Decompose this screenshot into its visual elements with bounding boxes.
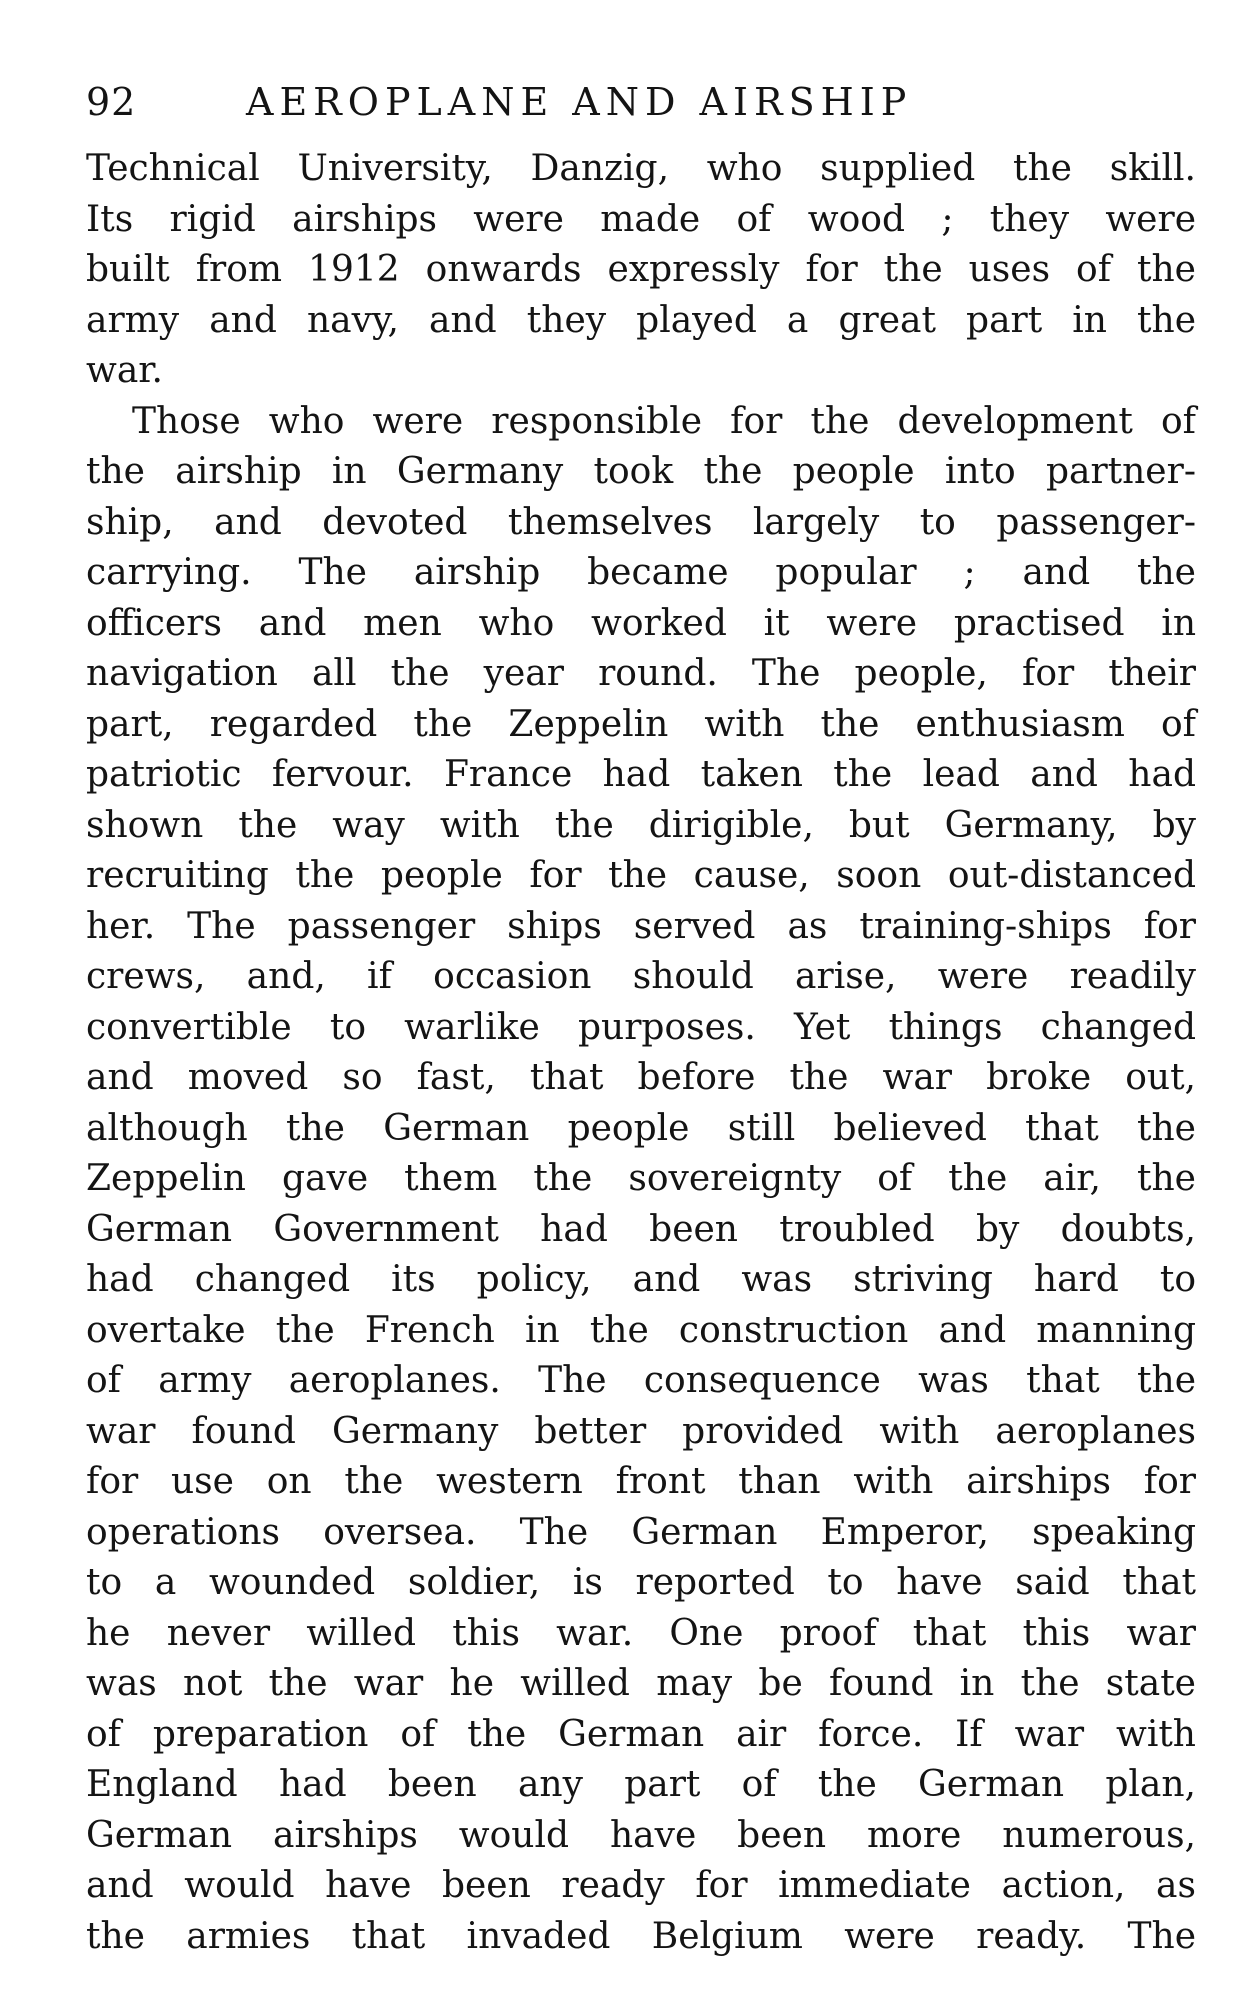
text-line: navigation all the year round. The people, for their: [86, 653, 1196, 694]
text-line: Those who were responsible for the development of: [132, 400, 1196, 442]
text-line: Technical University, Danzig, who supplied the skill.: [86, 148, 1196, 189]
text-line: part, regarded the Zeppelin with the enthusiasm of: [86, 703, 1196, 745]
text-line: convertible to warlike purposes. Yet things changed: [86, 1006, 1196, 1048]
text-line: carrying. The airship became popular ; and the: [86, 552, 1196, 593]
text-line: patriotic fervour. France had taken the lead and had: [86, 754, 1196, 795]
text-line: England had been any part of the German plan,: [86, 1764, 1196, 1805]
running-title: AEROPLANE AND AIRSHIP: [246, 80, 913, 124]
text-line: officers and men who worked it were practised in: [86, 602, 1196, 644]
text-line: of army aeroplanes. The consequence was that the: [86, 1360, 1196, 1401]
body-text: [86, 144, 1196, 1962]
text-line: Zeppelin gave them the sovereignty of the air, the: [86, 1158, 1196, 1199]
text-line: overtake the French in the construction and manning: [86, 1309, 1196, 1351]
text-line: had changed its policy, and was striving hard to: [86, 1259, 1196, 1300]
text-line: the airship in Germany took the people into partner-: [86, 451, 1196, 492]
running-head: [86, 80, 1196, 140]
text-line: for use on the western front than with airships for: [86, 1461, 1196, 1502]
page-number: 92: [86, 80, 137, 124]
text-line: army and navy, and they played a great part in the: [86, 299, 1196, 341]
text-line: and moved so fast, that before the war broke out,: [86, 1057, 1196, 1098]
text-line: operations oversea. The German Emperor, speaking: [86, 1511, 1196, 1553]
text-line: her. The passenger ships served as training-ships for: [86, 905, 1196, 947]
text-line: shown the way with the dirigible, but Germany, by: [86, 804, 1196, 846]
text-line: German airships would have been more numerous,: [86, 1814, 1196, 1856]
text-line: crews, and, if occasion should arise, were readily: [86, 956, 1196, 997]
text-line: to a wounded soldier, is reported to have said that: [86, 1562, 1196, 1603]
text-line: recruiting the people for the cause, soon out-distanced: [86, 855, 1196, 896]
text-line: war found Germany better provided with aeroplanes: [86, 1410, 1196, 1452]
book-page: [86, 80, 1196, 1962]
text-line: Its rigid airships were made of wood ; they were: [86, 198, 1196, 240]
text-line: ship, and devoted themselves largely to passenger-: [86, 501, 1196, 543]
text-line: was not the war he willed may be found in the state: [86, 1663, 1196, 1704]
text-line: built from 1912 onwards expressly for the uses of the: [86, 249, 1196, 290]
text-line: although the German people still believed that the: [86, 1107, 1196, 1149]
text-line: he never willed this war. One proof that this war: [86, 1612, 1196, 1654]
text-line: of preparation of the German air force. If war with: [86, 1713, 1196, 1755]
text-line: the armies that invaded Belgium were ready. The: [86, 1915, 1196, 1957]
text-line: war.: [86, 350, 163, 391]
text-line: German Government had been troubled by doubts,: [86, 1208, 1196, 1250]
text-line: and would have been ready for immediate action, as: [86, 1865, 1196, 1906]
